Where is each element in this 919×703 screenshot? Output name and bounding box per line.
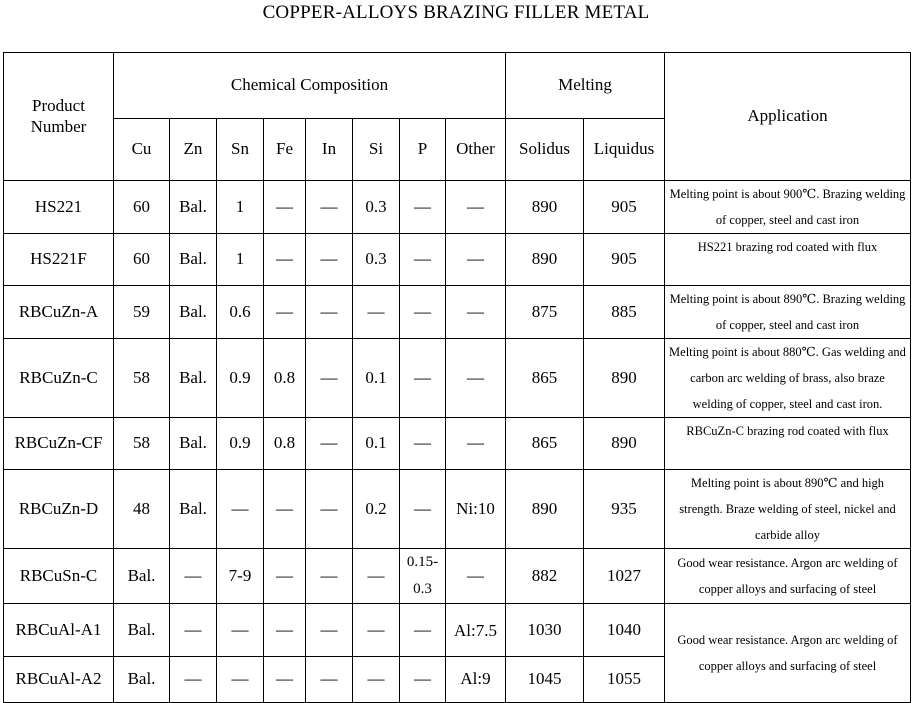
cell-product: RBCuZn-CF	[4, 418, 114, 470]
cell-p: —	[400, 470, 446, 549]
column-header-solidus: Solidus	[506, 119, 584, 181]
cell-cu: Bal.	[114, 604, 170, 657]
column-header-fe: Fe	[264, 119, 306, 181]
table-row	[4, 286, 911, 339]
table-row	[4, 470, 911, 549]
header-application: Application	[665, 53, 911, 181]
cell-other: Ni:10	[446, 470, 506, 549]
cell-application: Good wear resistance. Argon arc welding of copper alloys and surfacing of steel	[665, 549, 911, 604]
cell-sn: 1	[217, 181, 264, 234]
cell-fe: —	[264, 549, 306, 604]
column-header-p: P	[400, 119, 446, 181]
cell-in: —	[306, 549, 353, 604]
cell-si: 0.3	[353, 234, 400, 286]
cell-sn: 0.9	[217, 418, 264, 470]
cell-liquidus: 890	[584, 339, 665, 418]
cell-liquidus: 1027	[584, 549, 665, 604]
cell-other: —	[446, 286, 506, 339]
table-row	[4, 234, 911, 286]
cell-sn: 1	[217, 234, 264, 286]
cell-p: —	[400, 657, 446, 703]
cell-fe: —	[264, 286, 306, 339]
cell-liquidus: 890	[584, 418, 665, 470]
cell-p: —	[400, 604, 446, 657]
cell-cu: 58	[114, 339, 170, 418]
header-chemical-composition: Chemical Composition	[114, 53, 506, 119]
cell-si: —	[353, 549, 400, 604]
cell-solidus: 865	[506, 339, 584, 418]
cell-application: Melting point is about 900℃. Brazing welding of copper, steel and cast iron	[665, 181, 911, 234]
cell-sn: 0.9	[217, 339, 264, 418]
cell-liquidus: 935	[584, 470, 665, 549]
table-row	[4, 339, 911, 418]
cell-p: —	[400, 181, 446, 234]
cell-in: —	[306, 470, 353, 549]
cell-application: HS221 brazing rod coated with flux	[665, 234, 911, 286]
cell-in: —	[306, 339, 353, 418]
cell-application: Good wear resistance. Argon arc welding of copper alloys and surfacing of steel	[665, 604, 911, 703]
column-header-zn: Zn	[170, 119, 217, 181]
cell-solidus: 890	[506, 181, 584, 234]
cell-application: RBCuZn-C brazing rod coated with flux	[665, 418, 911, 470]
cell-zn: Bal.	[170, 181, 217, 234]
cell-solidus: 1045	[506, 657, 584, 703]
column-header-liquidus: Liquidus	[584, 119, 665, 181]
cell-other: Al:7.5	[446, 604, 506, 657]
cell-product: HS221	[4, 181, 114, 234]
cell-zn: Bal.	[170, 470, 217, 549]
cell-other: —	[446, 339, 506, 418]
column-header-si: Si	[353, 119, 400, 181]
cell-fe: —	[264, 604, 306, 657]
cell-application: Melting point is about 890℃ and high strength. Braze welding of steel, nickel and carbide alloy	[665, 470, 911, 549]
cell-product: RBCuZn-C	[4, 339, 114, 418]
cell-fe: 0.8	[264, 418, 306, 470]
cell-fe: —	[264, 657, 306, 703]
cell-liquidus: 1040	[584, 604, 665, 657]
table-row	[4, 604, 911, 657]
cell-product: RBCuAl-A2	[4, 657, 114, 703]
cell-liquidus: 885	[584, 286, 665, 339]
cell-sn: 0.6	[217, 286, 264, 339]
cell-in: —	[306, 418, 353, 470]
cell-liquidus: 905	[584, 181, 665, 234]
cell-si: —	[353, 657, 400, 703]
header-product-number: Product Number	[4, 53, 114, 181]
cell-fe: —	[264, 470, 306, 549]
table-row	[4, 181, 911, 234]
cell-zn: Bal.	[170, 234, 217, 286]
cell-p: —	[400, 418, 446, 470]
cell-p: 0.15-0.3	[400, 549, 446, 604]
cell-p: —	[400, 286, 446, 339]
cell-si: 0.1	[353, 418, 400, 470]
cell-cu: Bal.	[114, 549, 170, 604]
cell-cu: 60	[114, 181, 170, 234]
cell-si: —	[353, 286, 400, 339]
cell-product: RBCuZn-D	[4, 470, 114, 549]
cell-in: —	[306, 234, 353, 286]
cell-application: Melting point is about 880℃. Gas welding and carbon arc welding of brass, also braze welding of copper, steel and cast iron.	[665, 339, 911, 418]
table-row	[4, 549, 911, 604]
cell-other: —	[446, 181, 506, 234]
cell-si: 0.1	[353, 339, 400, 418]
cell-si: 0.3	[353, 181, 400, 234]
cell-sn: —	[217, 657, 264, 703]
cell-zn: —	[170, 604, 217, 657]
cell-fe: 0.8	[264, 339, 306, 418]
table-row	[4, 418, 911, 470]
cell-in: —	[306, 657, 353, 703]
column-header-sn: Sn	[217, 119, 264, 181]
cell-p: —	[400, 234, 446, 286]
column-header-in: In	[306, 119, 353, 181]
cell-application: Melting point is about 890℃. Brazing welding of copper, steel and cast iron	[665, 286, 911, 339]
cell-si: 0.2	[353, 470, 400, 549]
alloy-table	[3, 52, 911, 703]
column-header-cu: Cu	[114, 119, 170, 181]
cell-liquidus: 905	[584, 234, 665, 286]
cell-cu: 60	[114, 234, 170, 286]
cell-zn: Bal.	[170, 339, 217, 418]
cell-product: RBCuAl-A1	[4, 604, 114, 657]
cell-fe: —	[264, 234, 306, 286]
cell-product: RBCuSn-C	[4, 549, 114, 604]
cell-zn: Bal.	[170, 418, 217, 470]
cell-si: —	[353, 604, 400, 657]
cell-in: —	[306, 286, 353, 339]
cell-in: —	[306, 604, 353, 657]
cell-other: Al:9	[446, 657, 506, 703]
cell-other: —	[446, 418, 506, 470]
cell-solidus: 890	[506, 234, 584, 286]
cell-solidus: 1030	[506, 604, 584, 657]
cell-sn: 7-9	[217, 549, 264, 604]
cell-zn: Bal.	[170, 286, 217, 339]
cell-cu: Bal.	[114, 657, 170, 703]
cell-other: —	[446, 549, 506, 604]
cell-cu: 58	[114, 418, 170, 470]
cell-cu: 48	[114, 470, 170, 549]
cell-product: HS221F	[4, 234, 114, 286]
cell-zn: —	[170, 657, 217, 703]
page-title: COPPER-ALLOYS BRAZING FILLER METAL	[262, 2, 650, 23]
column-header-other: Other	[446, 119, 506, 181]
cell-cu: 59	[114, 286, 170, 339]
cell-sn: —	[217, 470, 264, 549]
cell-solidus: 890	[506, 470, 584, 549]
cell-other: —	[446, 234, 506, 286]
cell-solidus: 865	[506, 418, 584, 470]
cell-solidus: 875	[506, 286, 584, 339]
cell-solidus: 882	[506, 549, 584, 604]
cell-product: RBCuZn-A	[4, 286, 114, 339]
cell-zn: —	[170, 549, 217, 604]
cell-p: —	[400, 339, 446, 418]
cell-in: —	[306, 181, 353, 234]
cell-sn: —	[217, 604, 264, 657]
cell-liquidus: 1055	[584, 657, 665, 703]
cell-fe: —	[264, 181, 306, 234]
header-melting: Melting	[506, 53, 665, 119]
